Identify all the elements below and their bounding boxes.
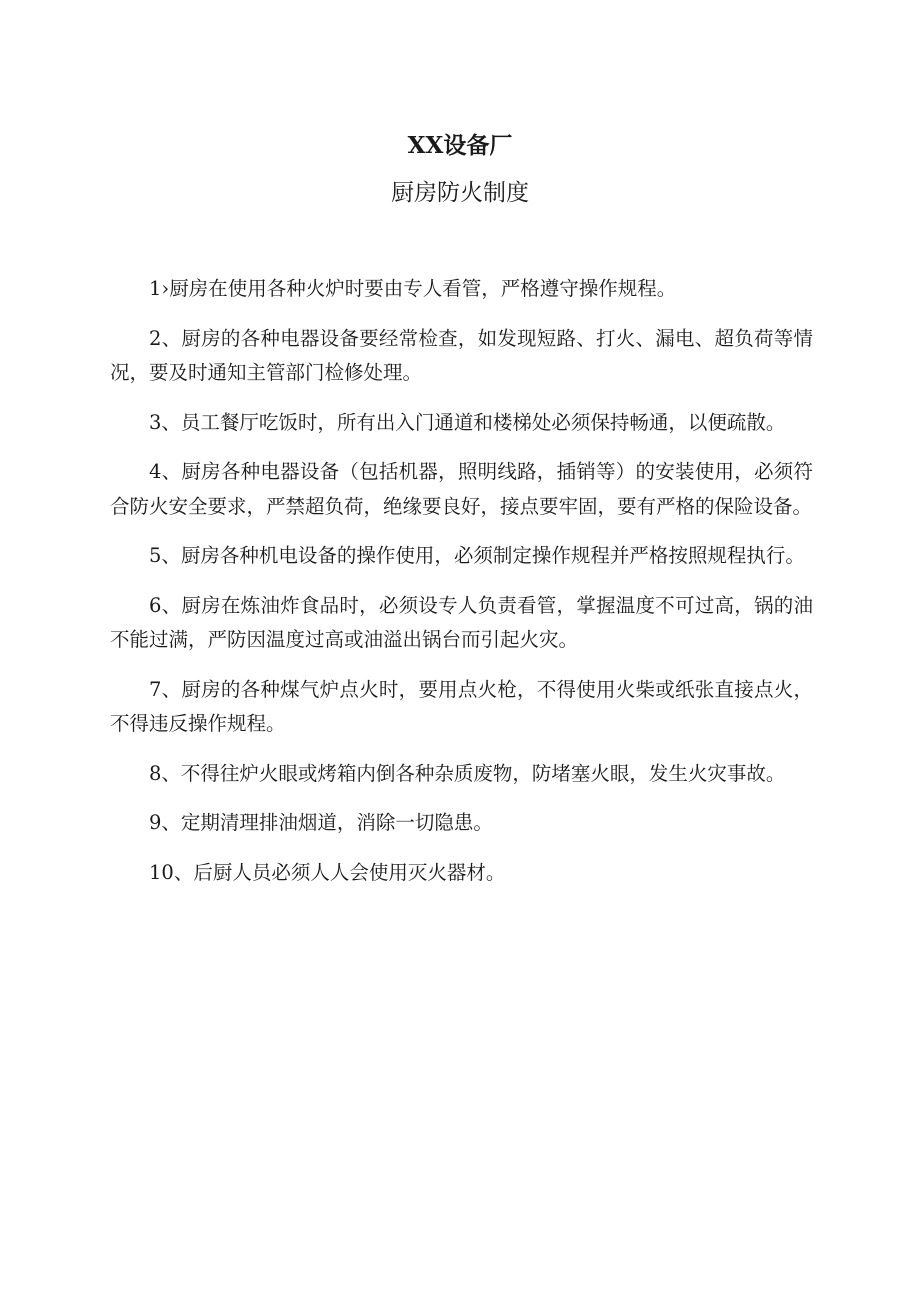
- clause-8: 8、不得往炉火眼或烤箱内倒各种杂质废物，防堵塞火眼，发生火灾事故。: [149, 761, 786, 785]
- clause-7: 7、厨房的各种煤气炉点火时，要用点火枪，不得使用火柴或纸张直接点火，不得违反操作规程。: [110, 677, 813, 735]
- clause-1: 1›厨房在使用各种火炉时要由专人看管，严格遵守操作规程。: [149, 277, 677, 300]
- clause-2: 2、厨房的各种电器设备要经常检查，如发现短路、打火、漏电、超负荷等情况，要及时通知主管部门检修处理。: [110, 326, 813, 384]
- clause-6: 6、厨房在炼油炸食品时，必须设专人负责看管，掌握温度不可过高，锅的油不能过满，严防因温度过高或油溢出锅台而引起火灾。: [110, 593, 813, 651]
- clause-10: 10、后厨人员必须人人会使用灭火器材。: [149, 860, 506, 884]
- clause-3: 3、员工餐厅吃饭时，所有出入门通道和楼梯处必须保持畅通，以便疏散。: [149, 410, 786, 434]
- document-title: 厨房防火制度: [391, 180, 529, 206]
- clause-list: [110, 272, 813, 905]
- clause-9: 9、定期清理排油烟道，消除一切隐患。: [149, 811, 493, 834]
- clause-5: 5、厨房各种机电设备的操作使用，必须制定操作规程并严格按照规程执行。: [149, 544, 805, 567]
- clause-4: 4、厨房各种电器设备（包括机器，照明线路，插销等）的安装使用，必须符合防火安全要求，严禁超负荷，绝缘要良好，接点要牢固，要有严格的保险设备。: [110, 460, 813, 518]
- company-name: XX设备厂: [407, 132, 513, 159]
